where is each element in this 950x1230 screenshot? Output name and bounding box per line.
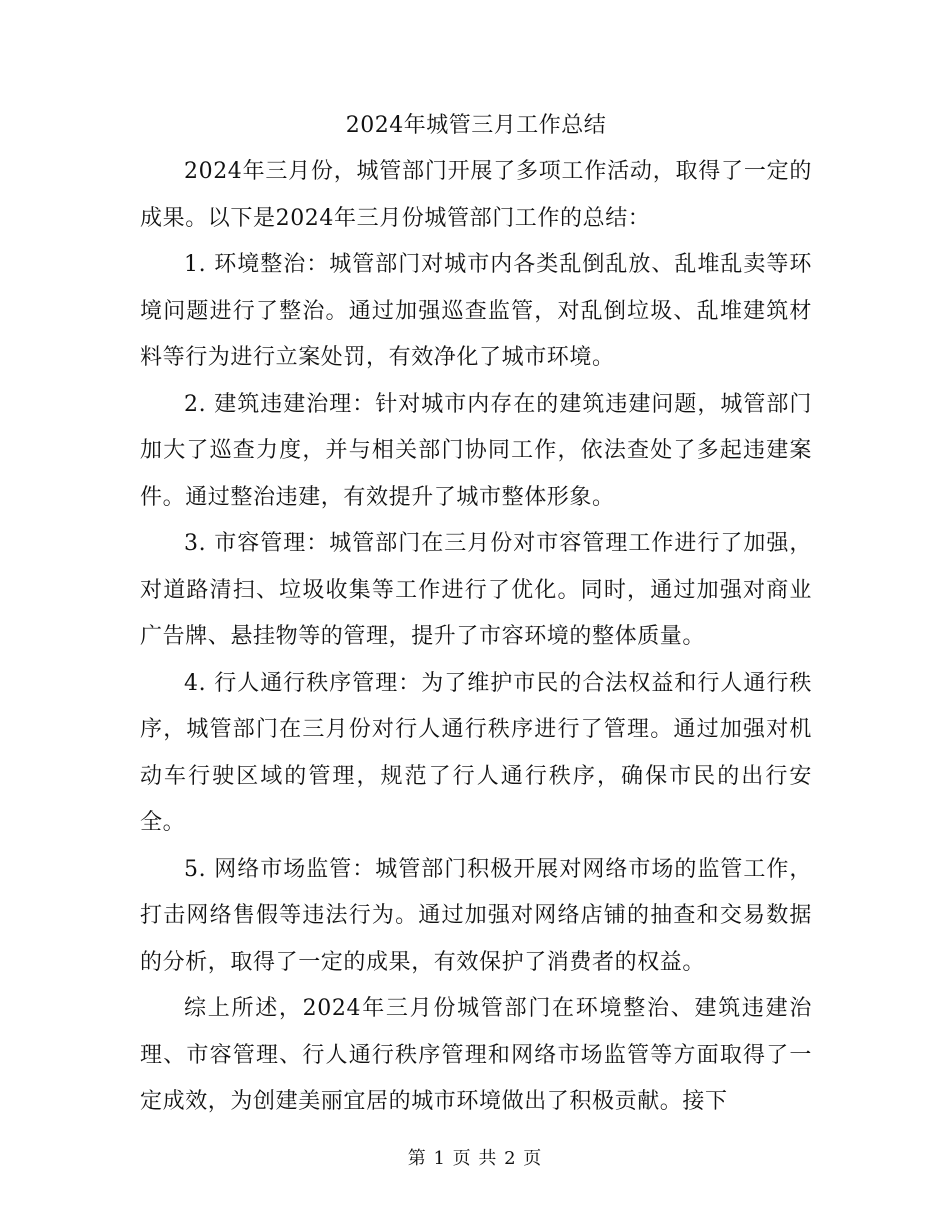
paragraph-environment: 1. 环境整治：城管部门对城市内各类乱倒乱放、乱堆乱卖等环境问题进行了整治。通过加强巡查监管，对乱倒垃圾、乱堆建筑材料等行为进行立案处罚，有效净化了城市环境。 (140, 252, 812, 370)
paragraph-city-appearance: 3. 市容管理：城管部门在三月份对市容管理工作进行了加强，对道路清扫、垃圾收集等工作进行了优化。同时，通过加强对商业广告牌、悬挂物等的管理，提升了市容环境的整体质量。 (140, 531, 812, 649)
document-title: 2024年城管三月工作总结 (345, 113, 607, 138)
paragraph-pedestrian-order: 4. 行人通行秩序管理：为了维护市民的合法权益和行人通行秩序，城管部门在三月份对行人通行秩序进行了管理。通过加强对机动车行驶区域的管理，规范了行人通行秩序，确保市民的出行安全。 (140, 670, 812, 835)
paragraph-illegal-construction: 2. 建筑违建治理：针对城市内存在的建筑违建问题，城管部门加大了巡查力度，并与相关部门协同工作，依法查处了多起违建案件。通过整治违建，有效提升了城市整体形象。 (140, 391, 812, 510)
document-body (140, 103, 812, 1126)
paragraph-summary: 综上所述，2024年三月份城管部门在环境整治、建筑违建治理、市容管理、行人通行秩序管理和网络市场监管等方面取得了一定成效，为创建美丽宜居的城市环境做出了积极贡献。接下 (140, 996, 812, 1114)
paragraph-online-market: 5. 网络市场监管：城管部门积极开展对网络市场的监管工作，打击网络售假等违法行为。通过加强对网络店铺的抽查和交易数据的分析，取得了一定的成果，有效保护了消费者的权益。 (140, 856, 812, 975)
page-footer: 第 1 页 共 2 页 (407, 1148, 543, 1169)
paragraph-intro: 2024年三月份，城管部门开展了多项工作活动，取得了一定的成果。以下是2024年三月份城管部门工作的总结： (140, 159, 812, 231)
